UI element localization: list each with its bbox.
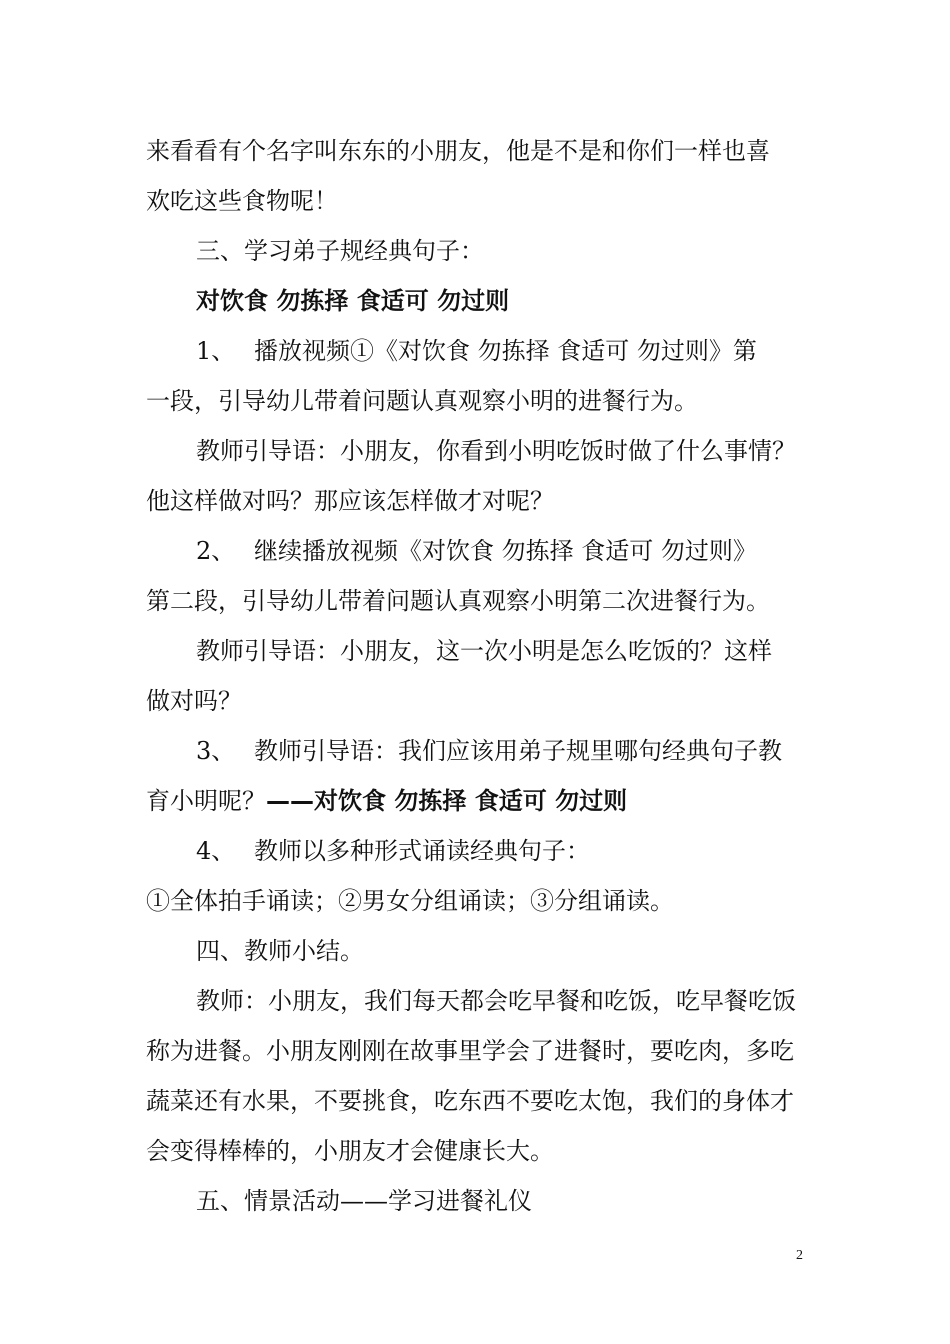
item-text: 继续播放视频《对饮食 勿拣择 食适可 勿过则》: [254, 537, 757, 565]
section-heading: 四、教师小结。: [196, 937, 364, 965]
classic-sentence: 对饮食 勿拣择 食适可 勿过则: [196, 287, 510, 315]
paragraph-line: 来看看有个名字叫东东的小朋友，他是不是和你们一样也喜: [146, 137, 770, 165]
numbered-item: [196, 736, 782, 766]
paragraph-line: 教师引导语：小朋友，这一次小明是怎么吃饭的？这样: [196, 637, 772, 665]
numbered-item: [196, 536, 757, 566]
line-text: 育小明呢？: [146, 787, 266, 815]
section-heading: 五、情景活动——学习进餐礼仪: [196, 1187, 532, 1215]
item-text: 教师以多种形式诵读经典句子：: [254, 837, 590, 865]
paragraph-line: ①全体拍手诵读；②男女分组诵读；③分组诵读。: [146, 887, 674, 915]
paragraph-line: 他这样做对吗？那应该怎样做才对呢？: [146, 487, 554, 515]
paragraph-line: 做对吗？: [146, 687, 242, 715]
item-number: 1、: [196, 337, 236, 365]
item-number: 2、: [196, 537, 236, 565]
section-heading: 三、学习弟子规经典句子：: [196, 237, 484, 265]
paragraph-line: [146, 786, 627, 816]
item-number: 3、: [196, 737, 236, 765]
paragraph-line: 一段，引导幼儿带着问题认真观察小明的进餐行为。: [146, 387, 698, 415]
paragraph-line: 第二段，引导幼儿带着问题认真观察小明第二次进餐行为。: [146, 587, 770, 615]
item-number: 4、: [196, 837, 236, 865]
paragraph-line: 蔬菜还有水果，不要挑食，吃东西不要吃太饱，我们的身体才: [146, 1087, 794, 1115]
numbered-item: [196, 836, 590, 866]
paragraph-line: 教师引导语：小朋友，你看到小明吃饭时做了什么事情？: [196, 437, 796, 465]
paragraph-line: 欢吃这些食物呢！: [146, 187, 338, 215]
item-text: 播放视频①《对饮食 勿拣择 食适可 勿过则》第: [254, 337, 757, 365]
paragraph-line: 称为进餐。小朋友刚刚在故事里学会了进餐时，要吃肉，多吃: [146, 1037, 794, 1065]
paragraph-line: 教师：小朋友，我们每天都会吃早餐和吃饭，吃早餐吃饭: [196, 987, 796, 1015]
item-text: 教师引导语：我们应该用弟子规里哪句经典句子教: [254, 737, 782, 765]
paragraph-line: 会变得棒棒的，小朋友才会健康长大。: [146, 1137, 554, 1165]
numbered-item: [196, 336, 757, 366]
classic-sentence: ——对饮食 勿拣择 食适可 勿过则: [266, 787, 628, 815]
page-number: 2: [796, 1248, 803, 1263]
